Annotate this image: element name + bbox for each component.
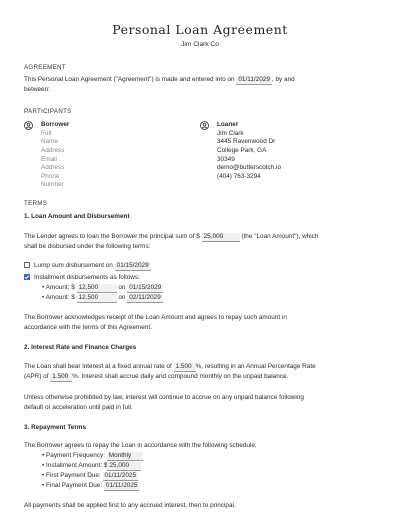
installment-label: Installment disbursements as follows:: [34, 274, 140, 281]
agreement-heading: AGREEMENT: [24, 64, 66, 71]
agreement-date-field[interactable]: 01/11/2029: [236, 76, 272, 85]
installment-checkbox[interactable]: [24, 274, 30, 280]
installment-amount-label: • Amount: $: [42, 284, 75, 291]
first-payment-field[interactable]: 01/11/2025: [103, 472, 139, 481]
apr-field[interactable]: 1.500: [50, 373, 72, 382]
company-name: Jim Clark Co: [181, 41, 219, 48]
payment-application-line: All payments shall be applied first to any accrued interest, then to principal.: [24, 502, 236, 509]
borrower-email-field[interactable]: Email Address: [41, 155, 65, 172]
person-icon: [200, 121, 209, 130]
default-interest-line: Unless otherwise prohibited by law, interest will continue to accrue on any unpaid balance following: [24, 394, 304, 401]
installment-row: [24, 294, 376, 303]
loaner-title: Loaner: [217, 121, 239, 128]
installment-option: [24, 274, 376, 283]
repayment-item: [24, 482, 376, 491]
participants-heading: PARTICIPANTS: [24, 108, 72, 115]
repayment-item: [24, 452, 376, 461]
repayment-item: [24, 472, 376, 481]
interest-rate-field[interactable]: 1.500: [174, 363, 196, 372]
payment-frequency-label: • Payment Frequency:: [42, 452, 105, 459]
lump-sum-option: [24, 262, 376, 271]
terms-heading: TERMS: [24, 200, 48, 207]
interest-text: The Loan shall bear interest at a fixed annual rate of: [24, 363, 172, 370]
installment-date-field[interactable]: 02/11/2029: [127, 294, 163, 303]
loan-amount-text: The Lender agrees to loan the Borrower the principal sum of $: [24, 233, 200, 240]
loaner-city: College Park, GA 30349: [217, 146, 267, 163]
loaner-street: 3445 Ravenwood Dr: [217, 138, 276, 146]
apr-line: [24, 373, 376, 382]
lump-sum-date-field[interactable]: 01/15/2029: [115, 262, 151, 271]
installment-row: [24, 284, 376, 293]
section-1-heading: 1. Loan Amount and Disbursement: [24, 213, 130, 220]
apr-text-after: %. Interest shall accrue daily and compound monthly on the unpaid balance.: [72, 373, 289, 380]
default-interest-line-2: default or acceleration until paid in full.: [24, 404, 133, 411]
installment-date-field[interactable]: 01/15/2029: [127, 284, 163, 293]
section-2-heading: 2. Interest Rate and Finance Charges: [24, 344, 137, 351]
interest-text-after: %, resulting in an Annual Percentage Rate: [195, 363, 316, 370]
repayment-item: [24, 462, 376, 471]
installment-amount-label: • Installment Amount: $: [42, 462, 108, 469]
installment-amount-field[interactable]: 12,500: [77, 294, 117, 303]
acknowledgement-line: The Borrower acknowledges receipt of the Loan Amount and agrees to repay such amount in: [24, 314, 287, 321]
installment-amount-label: • Amount: $: [42, 294, 75, 301]
acknowledgement-line-2: accordance with the terms of this Agreement.: [24, 324, 152, 331]
interest-line: [24, 363, 376, 372]
principal-field[interactable]: 25,000: [202, 233, 240, 242]
loaner-email: demo@butterscotch.io: [217, 164, 282, 172]
agreement-text: This Personal Loan Agreement ("Agreement") is made and entered into on: [24, 76, 235, 83]
repayment-intro: The Borrower agrees to repay the Loan in accordance with the following schedule:: [24, 442, 257, 449]
installment-on-label: on: [118, 284, 126, 291]
loaner-phone: (404) 763-3294: [217, 172, 261, 180]
agreement-line-2: between:: [24, 86, 50, 93]
borrower-full-name-field[interactable]: Full Name: [41, 129, 59, 146]
payment-frequency-field[interactable]: Monthly: [107, 452, 143, 461]
installment-amount-field[interactable]: 25,000: [107, 462, 141, 471]
borrower-address-field[interactable]: Address: [41, 146, 65, 154]
first-payment-label: • First Payment Due:: [42, 472, 101, 479]
loan-amount-line: [24, 233, 376, 242]
lump-sum-checkbox[interactable]: [24, 262, 30, 268]
agreement-line: [24, 76, 376, 85]
borrower-phone-field[interactable]: Phone Number: [41, 172, 64, 189]
section-3-heading: 3. Repayment Terms: [24, 424, 87, 431]
installment-on-label: on: [118, 294, 126, 301]
person-icon: [24, 121, 33, 130]
final-payment-field[interactable]: 01/11/2025: [104, 482, 140, 491]
installment-amount-field[interactable]: 12,500: [77, 284, 117, 293]
borrower-title: Borrower: [41, 121, 70, 128]
loan-amount-line-2: shall be disbursed under the following terms:: [24, 243, 151, 250]
final-payment-label: • Final Payment Due:: [42, 482, 103, 489]
loaner-name: Jim Clark: [217, 129, 244, 137]
document-title: Personal Loan Agreement: [112, 22, 288, 37]
agreement-text-after: , by and: [271, 76, 295, 83]
loan-amount-text-after: (the "Loan Amount"), which: [241, 233, 319, 240]
apr-text: (APR) of: [24, 373, 49, 380]
lump-sum-label: Lump sum disbursement on: [34, 262, 113, 269]
